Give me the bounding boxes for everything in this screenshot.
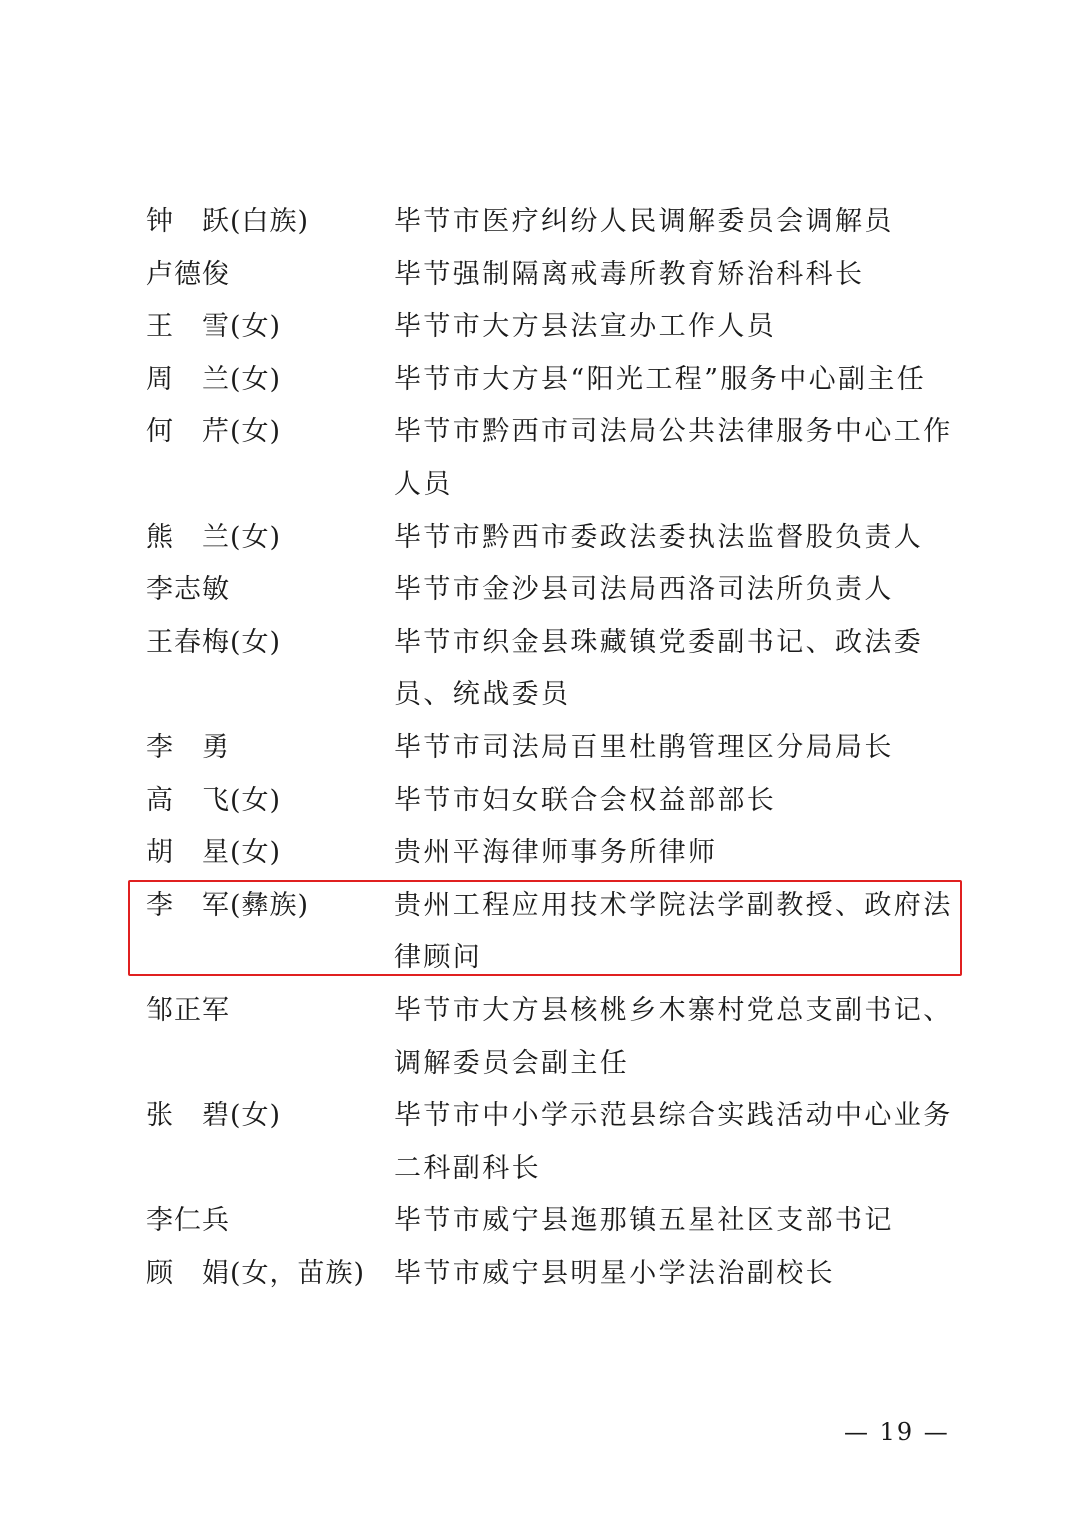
entry-role: 毕节市医疗纠纷人民调解委员会调解员 [394, 206, 894, 237]
list-item [146, 1248, 956, 1301]
list-item [146, 354, 956, 407]
entry-name: 王春梅(女) [146, 626, 282, 658]
entry-role: 毕节市黔西市委政法委执法监督股负责人 [394, 521, 924, 553]
entry-name: 李仁兵 [146, 1205, 230, 1237]
entry-role: 毕节市织金县珠藏镇党委副书记、政法委员、统战委员 [394, 626, 924, 711]
entry-name: 顾 娟(女，苗族) [146, 1257, 366, 1289]
list-item [146, 1090, 956, 1195]
entry-name: 钟 跃(白族) [146, 206, 310, 237]
entry-name: 卢德俊 [146, 258, 230, 290]
list-item [146, 722, 956, 775]
entry-role: 贵州平海律师事务所律师 [394, 837, 718, 869]
entry-role: 毕节市妇女联合会权益部部长 [394, 784, 777, 816]
list-item [146, 827, 956, 880]
entry-name: 李 军(彝族) [146, 889, 310, 921]
entry-role: 毕节市司法局百里杜鹃管理区分局局长 [394, 731, 894, 763]
entry-name: 胡 星(女) [146, 837, 282, 869]
page-number: — 19 — [844, 1418, 950, 1446]
list-item [146, 985, 956, 1090]
entry-name: 张 碧(女) [146, 1100, 282, 1132]
entry-role: 毕节市金沙县司法局西洛司法所负责人 [394, 574, 894, 606]
entry-role: 毕节市黔西市司法局公共法律服务中心工作人员 [394, 416, 953, 500]
entry-role: 毕节市威宁县明星小学法治副校长 [394, 1257, 835, 1289]
list-item [146, 1195, 956, 1248]
entry-name: 王 雪(女) [146, 311, 282, 343]
entry-name: 熊 兰(女) [146, 521, 282, 553]
highlight-box [128, 880, 962, 976]
entry-name: 高 飞(女) [146, 784, 282, 816]
list-item [146, 564, 956, 617]
entry-list [146, 196, 956, 1300]
entry-role: 毕节市中小学示范县综合实践活动中心业务二科副科长 [394, 1100, 953, 1184]
list-item [146, 196, 956, 249]
list-item [146, 617, 956, 722]
entry-role: 贵州工程应用技术学院法学副教授、政府法律顾问 [394, 889, 953, 974]
entry-role: 毕节市大方县核桃乡木寨村党总支副书记、调解委员会副主任 [394, 994, 953, 1079]
entry-name: 邹正军 [146, 994, 230, 1026]
list-item [146, 512, 956, 565]
entry-name: 李志敏 [146, 574, 230, 606]
entry-name: 何 芹(女) [146, 416, 282, 448]
entry-name: 李 勇 [146, 731, 230, 763]
entry-name: 周 兰(女) [146, 363, 282, 395]
entry-role: 毕节市大方县法宣办工作人员 [394, 311, 777, 343]
list-item [146, 406, 956, 511]
list-item [146, 775, 956, 828]
entry-role: 毕节强制隔离戒毒所教育矫治科科长 [394, 258, 865, 290]
entry-role: 毕节市威宁县迤那镇五星社区支部书记 [394, 1205, 894, 1237]
list-item [146, 249, 956, 302]
list-item [146, 301, 956, 354]
entry-role: 毕节市大方县“阳光工程”服务中心副主任 [394, 363, 927, 395]
